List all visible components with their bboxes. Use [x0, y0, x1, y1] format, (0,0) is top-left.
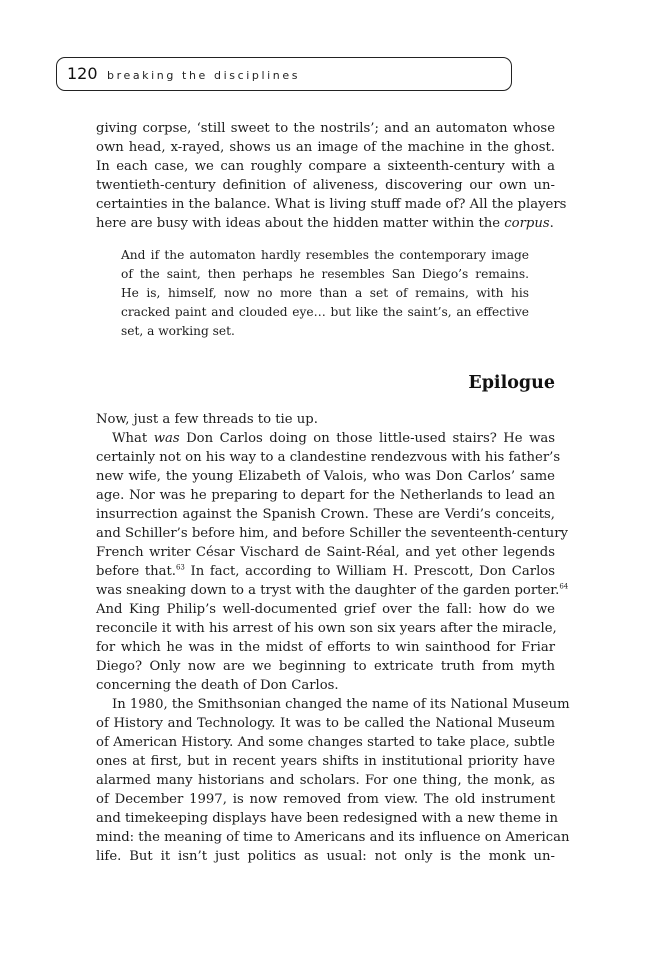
- text-line: What was Don Carlos doing on those little-used stairs? He was: [112, 431, 555, 446]
- text-line: life. But it isn’t just politics as usual: not only is the monk un-: [96, 849, 555, 864]
- running-head-title: breaking the disciplines: [107, 69, 301, 82]
- text-line: for which he was in the midst of efforts to win sainthood for Friar: [96, 640, 555, 655]
- text-line: twentieth-century definition of aliveness, discovering our own un-: [96, 178, 555, 193]
- text-line: here are busy with ideas about the hidden matter within the corpus.: [96, 216, 554, 231]
- italic-term: corpus: [504, 216, 550, 231]
- text-line: And King Philip’s well-documented grief over the fall: how do we: [96, 602, 555, 617]
- quote-line: cracked paint and clouded eye… but like the saint’s, an effective: [121, 305, 529, 319]
- quote-line: He is, himself, now no more than a set of remains, with his: [121, 286, 529, 300]
- quote-line: set, a working set.: [121, 324, 235, 338]
- text-line: Now, just a few threads to tie up.: [96, 412, 318, 427]
- text-line: Diego? Only now are we beginning to extricate truth from myth: [96, 659, 555, 674]
- running-header: [56, 57, 512, 91]
- text-line: reconcile it with his arrest of his own son six years after the miracle,: [96, 621, 557, 636]
- quote-line: of the saint, then perhaps he resembles San Diego’s remains.: [121, 267, 529, 281]
- text-line: giving corpse, ‘still sweet to the nostrils’; and an automaton whose: [96, 121, 555, 136]
- text-line: In each case, we can roughly compare a sixteenth-century with a: [96, 159, 555, 174]
- text-line: certainly not on his way to a clandestine rendezvous with his father’s: [96, 450, 561, 465]
- text-line: new wife, the young Elizabeth of Valois, who was Don Carlos’ same: [96, 469, 555, 484]
- text-line: alarmed many historians and scholars. For one thing, the monk, as: [96, 773, 555, 788]
- text-line: own head, x-rayed, shows us an image of the machine in the ghost.: [96, 140, 555, 155]
- text-line: and Schiller’s before him, and before Schiller the seventeenth-century: [96, 526, 568, 541]
- text-line: ones at first, but in recent years shifts in institutional priority have: [96, 754, 555, 769]
- quote-line: And if the automaton hardly resembles the contemporary image: [121, 248, 529, 262]
- text-line: of History and Technology. It was to be called the National Museum: [96, 716, 555, 731]
- text-line: certainties in the balance. What is living stuff made of? All the players: [96, 197, 567, 212]
- block-quote: [121, 246, 529, 341]
- footnote-ref: 63: [175, 563, 185, 572]
- epilogue-text: [96, 410, 570, 866]
- section-heading: Epilogue: [468, 373, 555, 393]
- text-line: insurrection against the Spanish Crown. These are Verdi’s conceits,: [96, 507, 555, 522]
- footnote-ref: 64: [559, 582, 569, 591]
- text-line: before that.$^{63}$ In fact, according to William H. Prescott, Don Carlos: [96, 563, 555, 579]
- text-line: In 1980, the Smithsonian changed the name of its National Museum: [112, 697, 570, 712]
- page-number: 120: [67, 64, 98, 83]
- text-line: of December 1997, is now removed from view. The old instrument: [96, 792, 555, 807]
- paragraph-1: [96, 119, 567, 233]
- text-line: French writer César Vischard de Saint-Réal, and yet other legends: [96, 545, 555, 560]
- text-line: age. Nor was he preparing to depart for the Netherlands to lead an: [96, 488, 555, 503]
- text-line: of American History. And some changes started to take place, subtle: [96, 735, 555, 750]
- text-line: and timekeeping displays have been redesigned with a new theme in: [96, 811, 558, 826]
- text-line: concerning the death of Don Carlos.: [96, 678, 339, 693]
- italic-term: was: [153, 431, 180, 446]
- text-line: was sneaking down to a tryst with the daughter of the garden porter.$^{64}$: [96, 582, 569, 598]
- text-line: mind: the meaning of time to Americans and its influence on American: [96, 830, 570, 845]
